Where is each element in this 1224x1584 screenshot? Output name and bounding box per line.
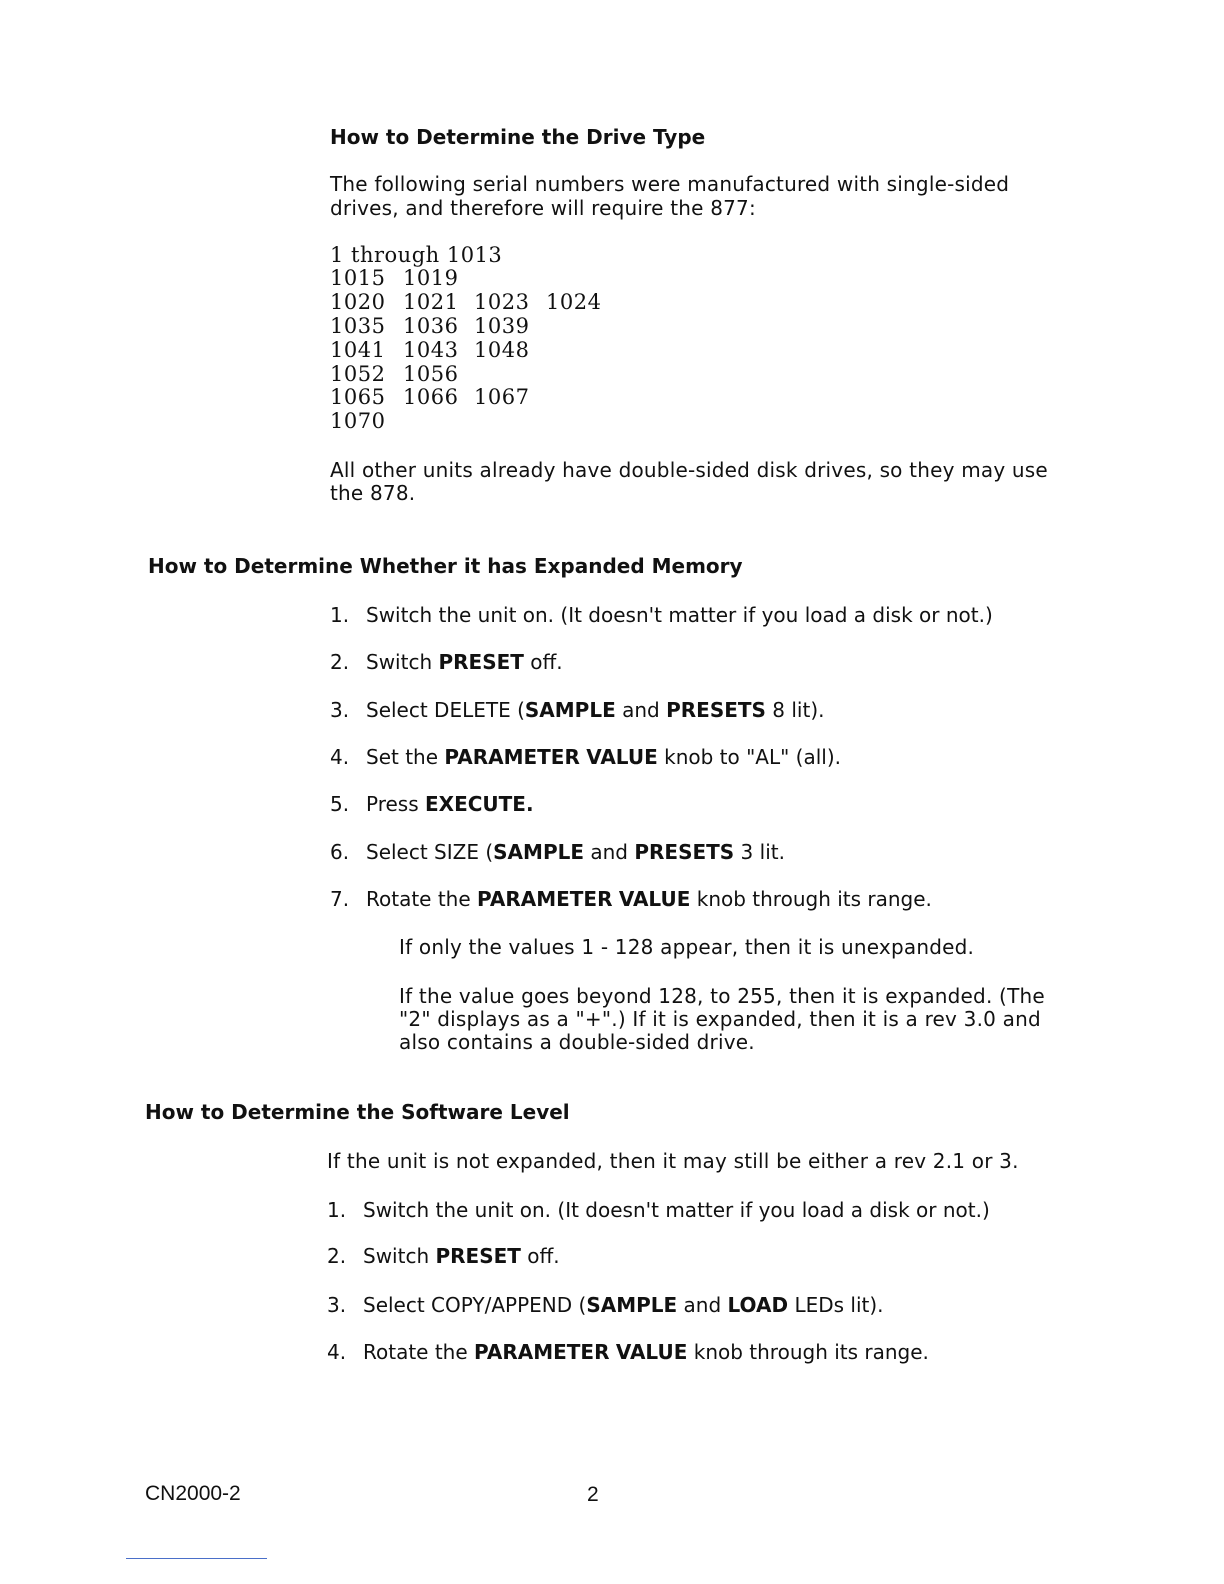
page-number: 2 (587, 1483, 599, 1506)
note-unexpanded: If only the values 1 - 128 appear, then it is unexpanded. (399, 935, 975, 959)
section-heading-drive-type: How to Determine the Drive Type (330, 125, 706, 149)
step-text: Rotate the PARAMETER VALUE knob through its range. (366, 887, 932, 911)
step-number: 7. (330, 887, 350, 911)
control-label: LOAD (727, 1293, 789, 1317)
step-text: Switch the unit on. (It doesn't matter if you load a disk or not.) (363, 1198, 990, 1222)
serial-number: 1021 (403, 290, 459, 314)
control-label: PRESET (435, 1244, 521, 1268)
control-label: SAMPLE (524, 698, 616, 722)
serial-number: 1056 (403, 362, 459, 386)
serial-number: 1065 (330, 385, 386, 409)
step-text: Switch the unit on. (It doesn't matter if you load a disk or not.) (366, 603, 993, 627)
step-number: 5. (330, 792, 350, 816)
step-text: Switch PRESET off. (363, 1244, 560, 1268)
outro-line: the 878. (330, 481, 416, 505)
section-heading-expanded-memory: How to Determine Whether it has Expanded Memory (148, 554, 743, 578)
step-text: Switch PRESET off. (366, 650, 563, 674)
control-label: PRESETS (634, 840, 735, 864)
control-label: PARAMETER (474, 1340, 610, 1364)
control-label: SAMPLE (493, 840, 585, 864)
control-label: SAMPLE (586, 1293, 678, 1317)
note-expanded-line: "2" displays as a "+".) If it is expanded, then it is a rev 3.0 and (399, 1007, 1041, 1031)
software-intro: If the unit is not expanded, then it may still be either a rev 2.1 or 3. (327, 1149, 1019, 1173)
serial-row (330, 243, 502, 267)
serial-number: 1052 (330, 362, 386, 386)
serial-number: 1023 (474, 290, 530, 314)
control-label: VALUE (618, 887, 691, 911)
serial-number: 1024 (546, 290, 602, 314)
serial-number: 1035 (330, 314, 386, 338)
control-label: EXECUTE. (425, 792, 534, 816)
note-expanded-line: If the value goes beyond 128, to 255, then it is expanded. (The (399, 984, 1045, 1008)
serial-number: 1048 (474, 338, 530, 362)
step-number: 6. (330, 840, 350, 864)
serial-number: 1041 (330, 338, 386, 362)
step-text: Select SIZE (SAMPLE and PRESETS 3 lit. (366, 840, 785, 864)
serial-range: 1 through 1013 (330, 243, 503, 267)
serial-number: 1039 (474, 314, 530, 338)
serial-number: 1043 (403, 338, 459, 362)
step-text: Rotate the PARAMETER VALUE knob through its range. (363, 1340, 929, 1364)
serial-number: 1067 (474, 385, 530, 409)
control-label: VALUE (615, 1340, 688, 1364)
note-expanded-line: also contains a double-sided drive. (399, 1030, 755, 1054)
serial-number: 1019 (403, 266, 459, 290)
intro-line: The following serial numbers were manufactured with single-sided (330, 172, 1010, 196)
serial-number: 1066 (403, 385, 459, 409)
step-number: 3. (327, 1293, 347, 1317)
section-heading-software-level: How to Determine the Software Level (145, 1100, 570, 1124)
control-label: PRESET (438, 650, 524, 674)
control-label: PRESETS (666, 698, 766, 722)
step-number: 2. (327, 1244, 347, 1268)
step-number: 2. (330, 650, 350, 674)
step-text: Set the PARAMETER VALUE knob to "AL" (all). (366, 745, 842, 769)
step-text: Select COPY/APPEND (SAMPLE and LOAD LEDs lit). (363, 1293, 884, 1317)
control-label: PARAMETER (444, 745, 580, 769)
footer-rule (126, 1558, 267, 1559)
outro-line: All other units already have double-sided disk drives, so they may use (330, 458, 1048, 482)
control-label: VALUE (586, 745, 658, 769)
serial-number: 1036 (403, 314, 459, 338)
step-number: 4. (327, 1340, 347, 1364)
serial-number: 1020 (330, 290, 386, 314)
step-number: 1. (330, 603, 350, 627)
step-text: Press EXECUTE. (366, 792, 534, 816)
step-number: 3. (330, 698, 350, 722)
intro-line: drives, and therefore will require the 877: (330, 196, 756, 220)
serial-number: 1015 (330, 266, 386, 290)
control-label: PARAMETER (477, 887, 613, 911)
step-number: 4. (330, 745, 350, 769)
serial-number: 1070 (330, 409, 386, 433)
doc-code: CN2000-2 (145, 1482, 241, 1505)
step-number: 1. (327, 1198, 347, 1222)
step-text: Select DELETE (SAMPLE and PRESETS 8 lit). (366, 698, 825, 722)
